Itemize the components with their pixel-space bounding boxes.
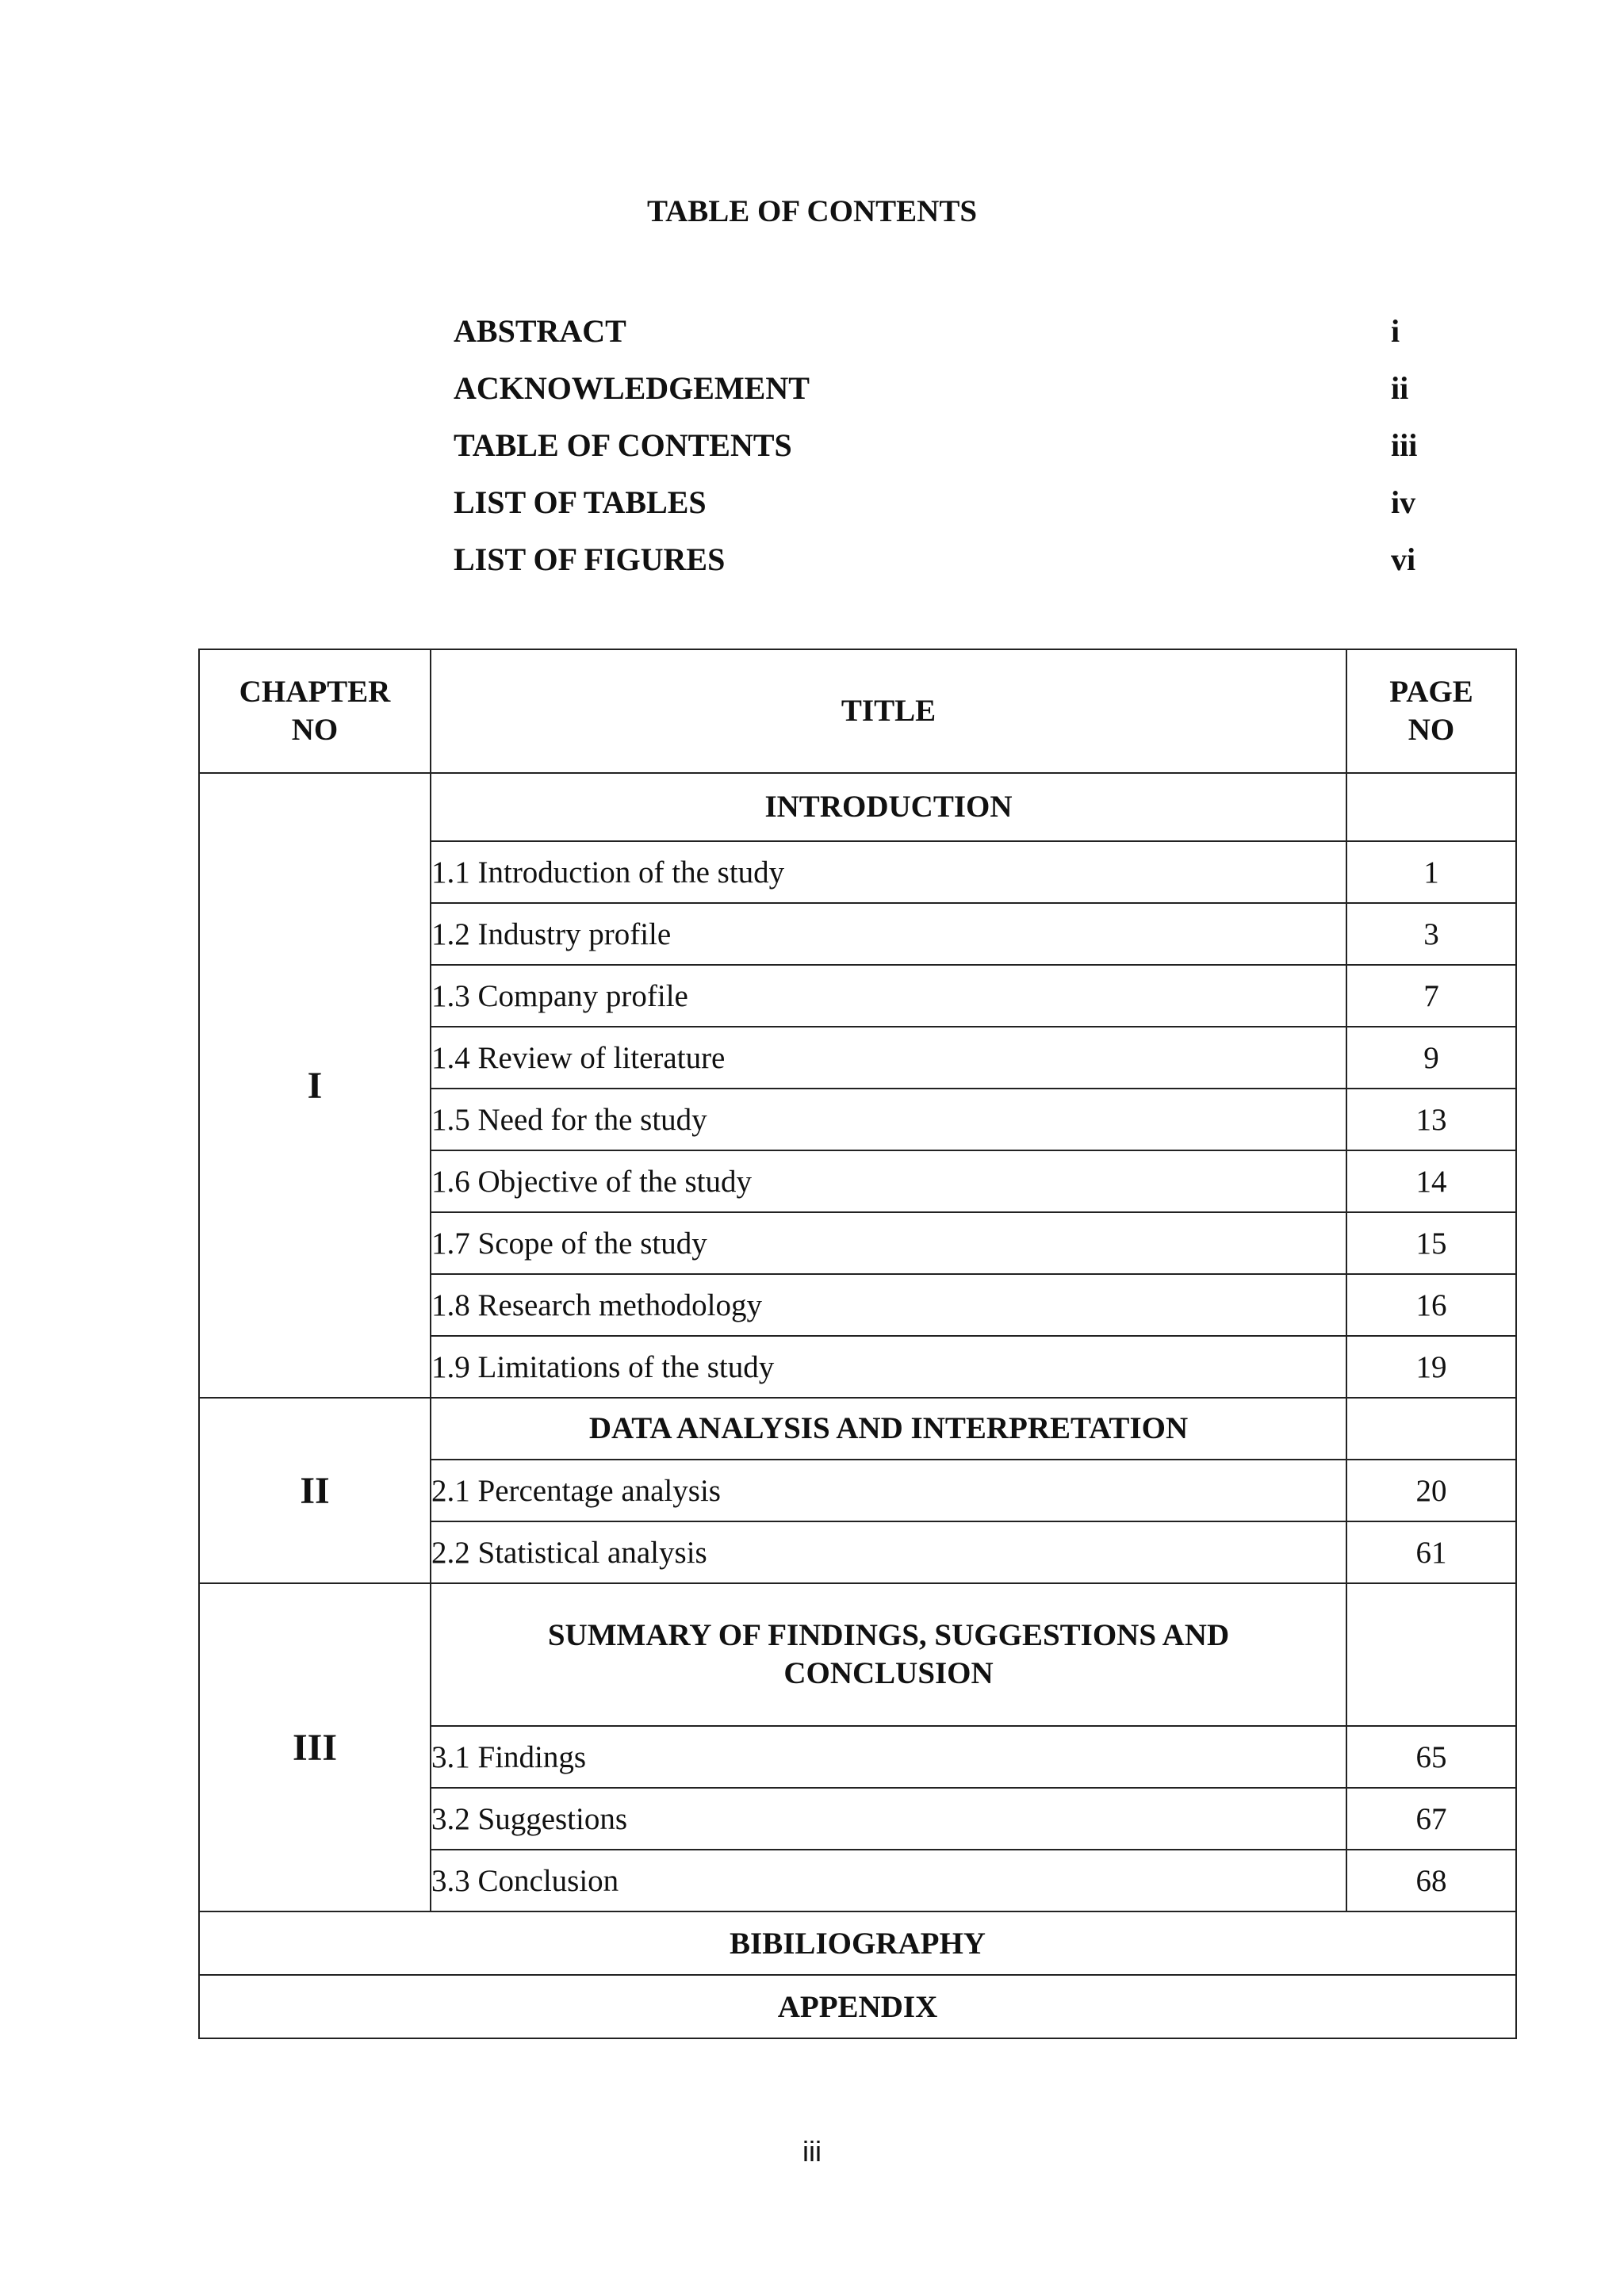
section-row [199,1583,1516,1726]
item-page: 14 [1346,1150,1516,1212]
header-chapter-line1: CHAPTER [239,675,391,709]
front-matter-label: TABLE OF CONTENTS [454,427,792,463]
item-title: 1.3 Company profile [431,965,1346,1027]
front-matter-row [454,360,1437,417]
item-page: 19 [1346,1336,1516,1398]
appendix-row [199,1975,1516,2038]
front-matter-list [454,303,1437,588]
item-title: 3.1 Findings [431,1726,1346,1788]
section-title-line2: CONCLUSION [783,1656,994,1690]
appendix-title: APPENDIX [199,1975,1516,2038]
header-page-line1: PAGE [1389,675,1473,709]
front-matter-page: iii [1391,427,1418,463]
header-chapter-no [199,649,431,773]
item-title: 1.7 Scope of the study [431,1212,1346,1274]
front-matter-row [454,531,1437,588]
section-page-empty [1346,773,1516,841]
document-title: TABLE OF CONTENTS [646,194,978,228]
item-page: 20 [1346,1460,1516,1521]
section-page-empty [1346,1583,1516,1726]
item-page: 61 [1346,1521,1516,1583]
item-page: 16 [1346,1274,1516,1336]
page-number: iii [802,2135,822,2168]
item-title: 2.2 Statistical analysis [431,1521,1346,1583]
header-title: TITLE [431,649,1346,773]
item-page: 67 [1346,1788,1516,1850]
item-title: 3.2 Suggestions [431,1788,1346,1850]
item-title: 2.1 Percentage analysis [431,1460,1346,1521]
front-matter-row [454,303,1437,360]
front-matter-row [454,474,1437,531]
section-title [431,1583,1346,1726]
contents-table [198,649,1517,2039]
item-title: 3.3 Conclusion [431,1850,1346,1911]
item-title: 1.2 Industry profile [431,903,1346,965]
section-title-line1: SUMMARY OF FINDINGS, SUGGESTIONS AND [547,1618,1230,1652]
section-title: INTRODUCTION [431,773,1346,841]
chapter-number: III [199,1583,431,1911]
table-header-row [199,649,1516,773]
item-page: 13 [1346,1089,1516,1150]
front-matter-page: i [1391,313,1400,349]
item-title: 1.8 Research methodology [431,1274,1346,1336]
item-page: 7 [1346,965,1516,1027]
section-row [199,1398,1516,1460]
front-matter-label: ABSTRACT [454,313,626,349]
item-page: 1 [1346,841,1516,903]
item-title: 1.4 Review of literature [431,1027,1346,1089]
item-page: 3 [1346,903,1516,965]
item-title: 1.6 Objective of the study [431,1150,1346,1212]
chapter-number: I [199,773,431,1398]
item-title: 1.9 Limitations of the study [431,1336,1346,1398]
header-chapter-line2: NO [291,713,339,747]
item-title: 1.1 Introduction of the study [431,841,1346,903]
item-page: 9 [1346,1027,1516,1089]
bibliography-title: BIBILIOGRAPHY [199,1911,1516,1975]
chapter-number: II [199,1398,431,1583]
section-title: DATA ANALYSIS AND INTERPRETATION [431,1398,1346,1460]
front-matter-page: iv [1391,484,1416,520]
item-title: 1.5 Need for the study [431,1089,1346,1150]
item-page: 15 [1346,1212,1516,1274]
item-page: 68 [1346,1850,1516,1911]
front-matter-row [454,417,1437,474]
front-matter-page: ii [1391,370,1409,406]
section-row [199,773,1516,841]
item-page: 65 [1346,1726,1516,1788]
section-page-empty [1346,1398,1516,1460]
front-matter-page: vi [1391,541,1416,577]
bibliography-row [199,1911,1516,1975]
front-matter-label: LIST OF TABLES [454,484,707,520]
front-matter-label: LIST OF FIGURES [454,541,726,577]
front-matter-label: ACKNOWLEDGEMENT [454,370,810,406]
header-page-line2: NO [1408,713,1455,747]
header-page-no [1346,649,1516,773]
